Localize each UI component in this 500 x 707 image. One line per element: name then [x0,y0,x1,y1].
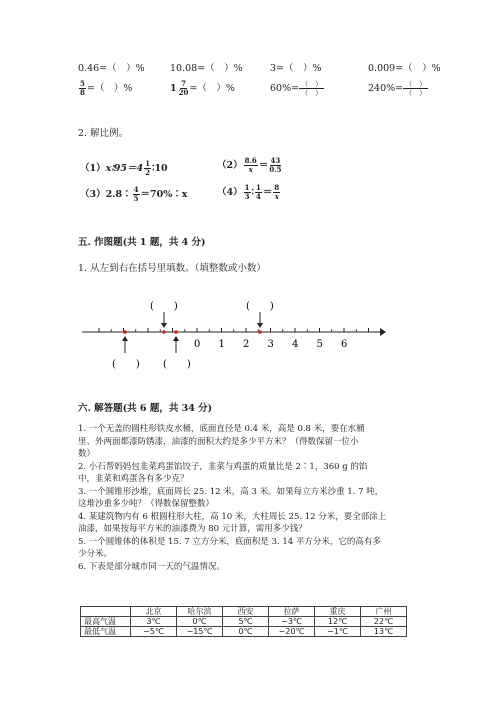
table-row [81,627,407,637]
table-row-label: 最低气温 [81,627,131,637]
table-header-row [81,607,407,617]
table-cell: 5℃ [223,617,269,627]
tick-label: 6 [341,339,348,350]
paren-upper-left: ( ) [150,301,178,312]
tick-marks [99,328,369,350]
table-header-cell: 重庆 [315,607,361,617]
arrow-down-icon [161,323,167,328]
red-point-2 [162,330,166,334]
question-line: 中，韭菜和鸡蛋各有多少克？ [78,474,189,484]
percent-item-5: $\frac{5}{8}$ =（ ）% [80,79,133,97]
section-5-question-1: 1. 从左到右在括号里填数。（填整数或小数） [78,263,266,274]
paren-upper-right: ( ) [246,301,274,312]
table-header-cell: 北京 [131,607,177,617]
table-cell: 0℃ [223,627,269,637]
table-header-cell: 哈尔滨 [177,607,223,617]
table-cell: −15℃ [177,627,223,637]
table-cell: 13℃ [361,627,407,637]
proportion-1: （1）x∶95＝4 $\frac{1}{2}$ ∶10 [80,159,168,177]
section-6-title: 六. 解答题(共 6 题，共 34 分) [78,403,213,414]
question-line: 数） [78,449,96,459]
table-cell: −3℃ [269,617,315,627]
question-line: 这堆沙重多少吨？（得数保留整数） [78,499,215,509]
percent-item-2: 10.08=（ ）% [170,63,243,74]
red-point-3 [174,330,178,334]
question-line: 2. 小石帮妈妈包韭菜鸡蛋馅饺子，韭菜与鸡蛋的质量比是 2∶1，360 g 的馅 [78,461,368,472]
table-cell: 0℃ [177,617,223,627]
table-cell: 22℃ [361,617,407,627]
section-5-title: 五. 作图题(共 1 题，共 4 分) [78,237,206,248]
temperature-table [80,606,407,637]
fraction-blank: （ ） （ ） [405,80,427,97]
proportion-2: （2） $\frac{8.6}{x}$ ＝ $\frac{43}{0.5}$ [217,156,282,174]
paren-lower-right: ( ) [163,359,191,370]
tick-label: 0 [194,339,201,350]
paren-lower-left: ( ) [112,359,140,370]
arrow-right-icon [380,328,386,336]
table-row-label: 最高气温 [81,617,131,627]
red-point-4 [258,330,262,334]
table-cell: −5℃ [131,627,177,637]
question-line: 少分米。 [78,549,113,559]
red-point-1 [123,330,127,334]
table-header-cell: 西安 [223,607,269,617]
percent-item-8: 240%= （ ） （ ） [368,80,427,97]
tick-label: 4 [292,339,299,350]
percent-item-1: 0.46=（ ）% [78,63,145,74]
tick-label: 2 [243,339,250,350]
number-line [80,295,390,375]
table-row [81,617,407,627]
table-header-cell [81,607,131,617]
arrow-up-icon [173,336,179,341]
table-header-cell: 拉萨 [269,607,315,617]
table-cell: −1℃ [315,627,361,637]
question-line: 油漆，如果按每平方米的油漆费为 80 元计算，需用多少钱？ [78,524,307,534]
percent-item-7: 60%= （ ） （ ） [270,80,323,97]
question-2-title: 2. 解比例。 [78,128,129,139]
tick-label: 5 [316,339,323,350]
arrow-up-icon [122,336,128,341]
percent-item-6: 1 $\frac{7}{20}$ =（ ）% [170,79,235,97]
table-header-cell: 广州 [361,607,407,617]
fraction-blank: （ ） （ ） [301,80,323,97]
section-6-questions [78,423,386,573]
percent-item-3: 3=（ ）% [270,63,322,74]
proportion-4: （4） $\frac{1}{3}$ ∶ $\frac{1}{4}$ ＝ $\frac{8}{x}$ [217,183,280,201]
arrow-down-icon [257,323,263,328]
question-line: 1. 一个无盖的圆柱形铁皮水桶，底面直径是 0.4 米，高是 0.8 米，要在水桶 [78,424,365,434]
table-cell: −20℃ [269,627,315,637]
tick-label: 3 [267,339,274,350]
tick-label: 1 [218,339,225,350]
question-line: 6. 下表是部分城市同一天的气温情况。 [78,561,225,572]
fraction: $\frac{7}{20}$ [178,79,189,97]
question-line: 4. 某建筑物内有 6 根圆柱形大柱，高 10 米，大柱周长 25. 12 分米，要全部涂上 [78,511,387,522]
proportion-3: （3）2.8∶ $\frac{4}{5}$ ＝70%∶x [80,185,188,203]
question-line: 5. 一个圆锥体的体积是 15. 7 立方分米，底面积是 3. 14 平方分米，它的高有多 [78,536,381,547]
question-line: 3. 一个圆锥形沙堆，底面周长 25. 12 米，高 3 米。如果每立方米沙重 1. 7 吨， [78,486,384,497]
percent-item-4: 0.009=（ ）% [368,63,441,74]
question-line: 里、外两面都漆防锈漆，油漆的面积大约是多少平方米？（得数保留一位小 [78,436,359,447]
table-cell: 3℃ [131,617,177,627]
table-cell: 12℃ [315,617,361,627]
fraction: $\frac{5}{8}$ [80,79,85,97]
